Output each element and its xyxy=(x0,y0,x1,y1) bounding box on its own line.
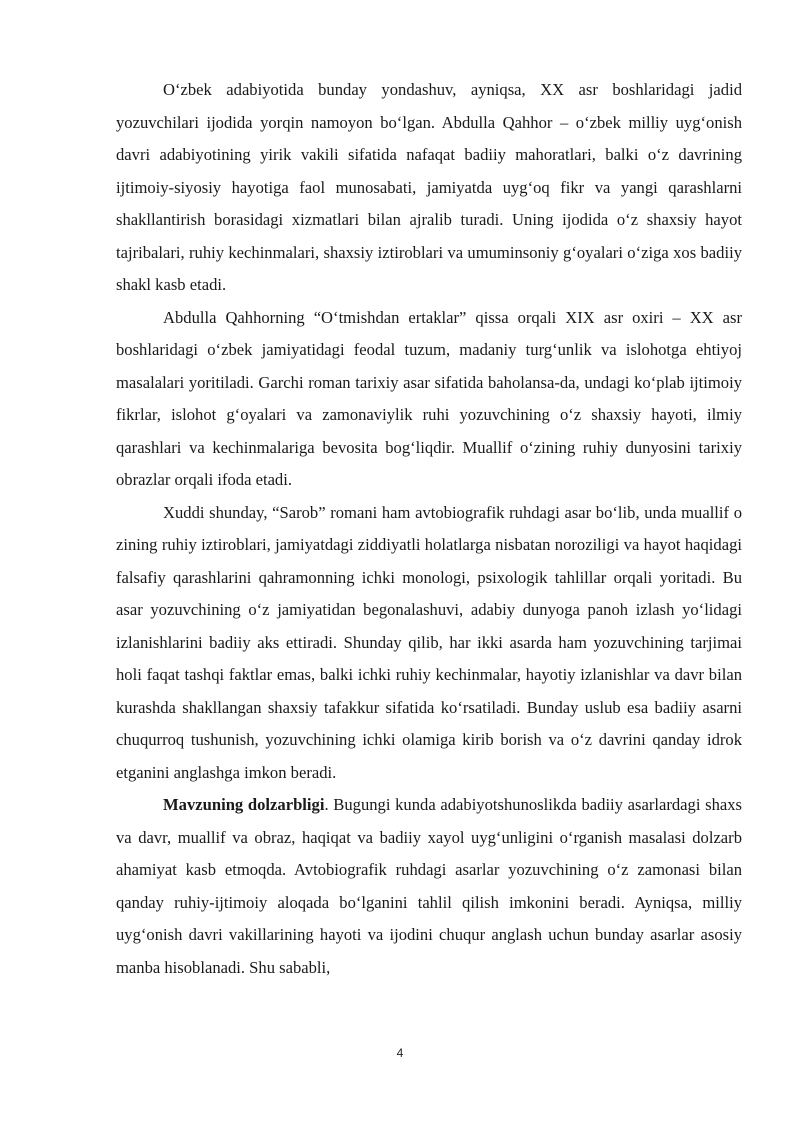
page-number: 4 xyxy=(396,1046,404,1060)
body-text xyxy=(116,74,742,984)
paragraph-otmishdan-ertaklar: Abdulla Qahhorning “O‘tmishdan ertaklar” qissa orqali XIX asr oxiri – XX asr boshlaridagi o‘zbek jamiyatidagi feodal tuzum, madaniy turg‘unlik va islohotga ehtiyoj masalalari yoritiladi. Garchi roman tarixiy asar sifatida baholansa-da, undagi ko‘plab ijtimoiy fikrlar, islohot g‘oyalari va zamonaviylik ruhi yozuvchining o‘z shaxsiy hayoti, ilmiy qarashlari va kechinmalariga bevosita bog‘liqdir. Muallif o‘zining ruhiy dunyosini tarixiy obrazlar orqali ifoda etadi. xyxy=(116,307,742,489)
paragraph-relevance xyxy=(116,789,742,984)
relevance-text: . Bugungi kunda adabiyotshunoslikda badiiy asarlardagi shaxs va davr, muallif va obraz, haqiqat va badiiy xayol uyg‘unligini o‘rganish masalasi dolzarb ahamiyat kasb etmoqda. Avtobiografik ruhdagi asarlar yozuvchining o‘z zamonasi bilan qanday ruhiy-ijtimoiy aloqada bo‘lganini tahlil qilish imkonini beradi. Ayniqsa, milliy uyg‘onish davri vakillarining hayoti va ijodini chuqur anglash uchun bunday asarlar asosiy manba hisoblanadi. Shu sababli, xyxy=(116,795,743,977)
paragraph-sarob: Xuddi shunday, “Sarob” romani ham avtobiografik ruhdagi asar bo‘lib, unda muallif o zining ruhiy iztiroblari, jamiyatdagi ziddiyatli holatlarga nisbatan noroziligi va hayot haqidagi falsafiy qarashlarini qahramonning ichki monologi, psixologik tahlillar orqali yoritadi. Bu asar yozuvchining o‘z jamiyatidan begonalashuvi, adabiy dunyoga panoh izlash yo‘lidagi izlanishlarini badiiy aks ettiradi. Shunday qilib, har ikki asarda ham yozuvchining tarjimai holi faqat tashqi faktlar emas, balki ichki ruhiy kechinmalar, hayotiy izlanishlar va davr bilan kurashda shakllangan shaxsiy tafakkur sifatida ko‘rsatiladi. Bunday uslub esa badiiy asarni chuqurroq tushunish, yozuvchining ichki olamiga kirib borish va o‘z davrini qanday idrok etganini anglashga imkon beradi. xyxy=(116,502,742,782)
paragraph-jadid-writers: O‘zbek adabiyotida bunday yondashuv, ayniqsa, XX asr boshlaridagi jadid yozuvchilari ijodida yorqin namoyon bo‘lgan. Abdulla Qahhor – o‘zbek milliy uyg‘onish davri adabiyotining yirik vakili sifatida nafaqat badiiy mahoratlari, balki o‘z davrining ijtimoiy-siyosiy hayotiga faol munosabati, jamiyatda uyg‘oq fikr va yangi qarashlarni shakllantirish borasidagi xizmatlari bilan ajralib turadi. Uning ijodida o‘z shaxsiy hayot tajribalari, ruhiy kechinmalari, shaxsiy iztiroblari va umuminsoniy g‘oyalari o‘ziga xos badiiy shakl kasb etadi. xyxy=(116,80,742,294)
relevance-heading: Mavzuning dolzarbligi xyxy=(163,795,325,814)
